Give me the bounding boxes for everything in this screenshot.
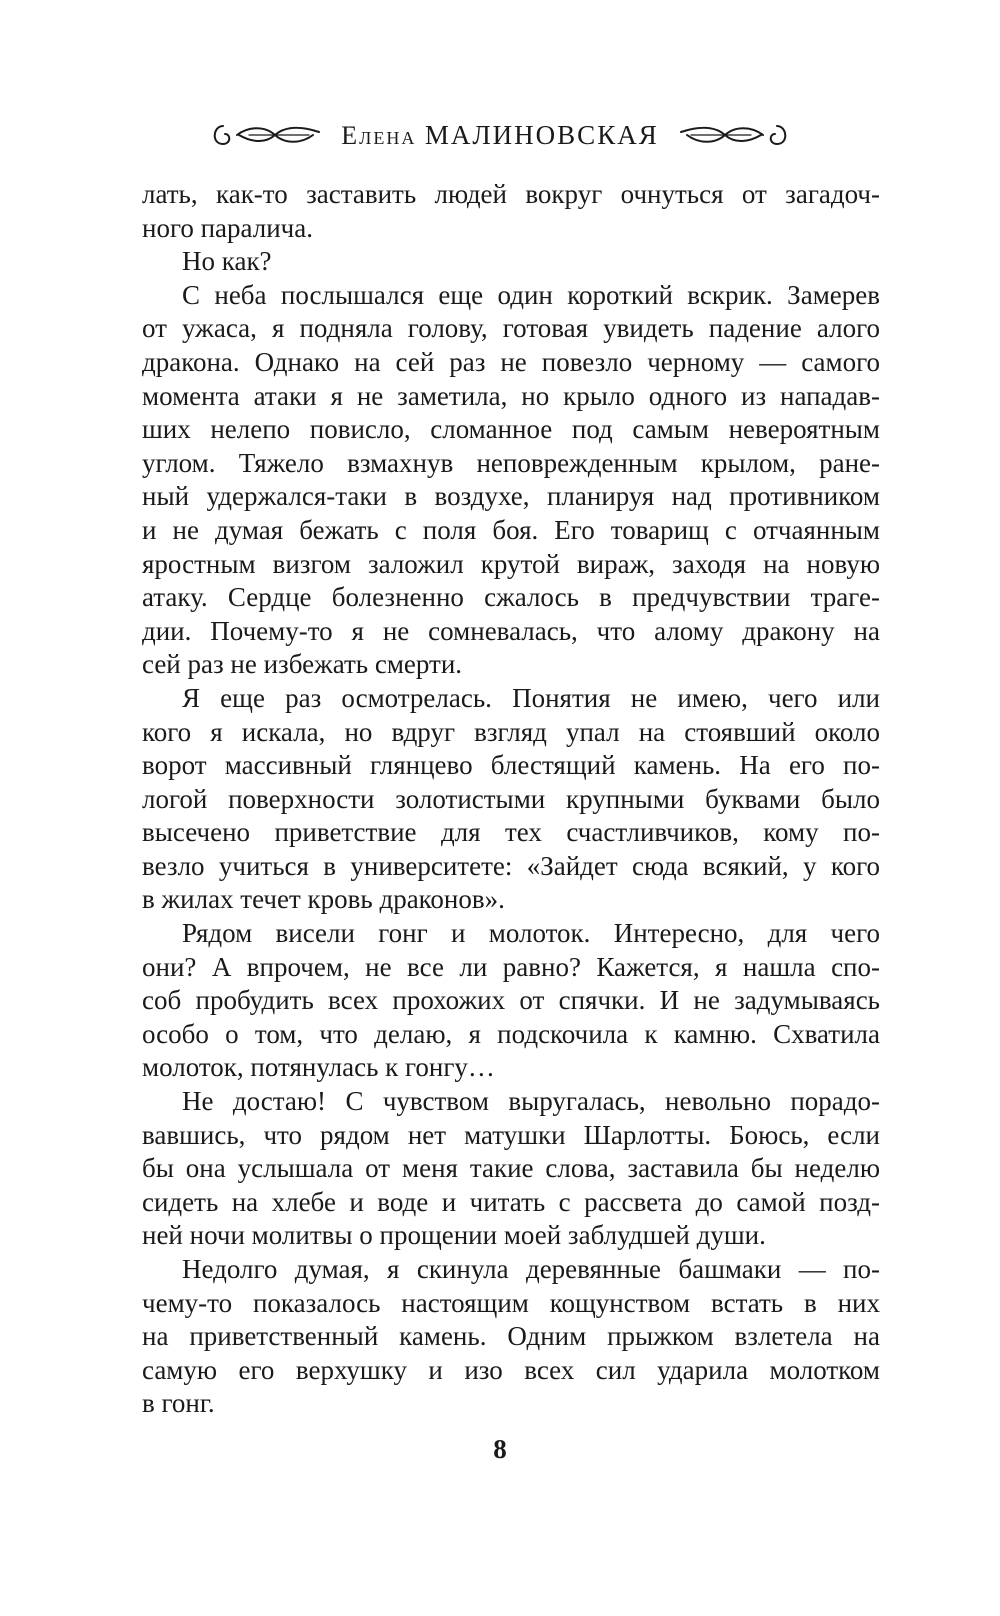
text-line: углом. Тяжело взмахнув неповрежденным крылом, ране- xyxy=(142,447,880,478)
text-line: чему-то показалось настоящим кощунством встать в них xyxy=(142,1287,880,1318)
text-line: в гонг. xyxy=(142,1388,215,1419)
text-line: вавшись, что рядом нет матушки Шарлотты. Боюсь, если xyxy=(142,1119,880,1150)
text-line: яростным визгом заложил крутой вираж, заходя на новую xyxy=(142,548,880,579)
text-line: высечено приветствие для тех счастливчиков, кому по- xyxy=(142,817,880,848)
text-line: ного паралича. xyxy=(142,212,313,243)
running-head-author xyxy=(341,120,658,151)
text-line: молоток, потянулась к гонгу… xyxy=(142,1052,495,1083)
text-line: кого я искала, но вдруг взгляд упал на стоявший около xyxy=(142,716,880,747)
text-line: особо о том, что делаю, я подскочила к камню. Схватила xyxy=(142,1018,880,1049)
text-line: момента атаки я не заметила, но крыло одного из нападав- xyxy=(142,380,880,411)
text-line: сей раз не избежать смерти. xyxy=(142,649,463,680)
text-line: лать, как-то заставить людей вокруг очнуться от загадоч- xyxy=(142,179,880,209)
text-line: соб пробудить всех прохожих от спячки. И не задумываясь xyxy=(142,985,880,1016)
text-line: на приветственный камень. Одним прыжком взлетела на xyxy=(142,1321,880,1352)
text-line: ный удержался-таки в воздухе, планируя над противником xyxy=(142,481,880,512)
text-line: Рядом висели гонг и молоток. Интересно, для чего xyxy=(182,918,880,949)
text-line: в жилах течет кровь драконов». xyxy=(142,884,505,915)
text-line: и не думая бежать с поля боя. Его товарищ с отчаянным xyxy=(142,514,880,545)
text-line: они? А впрочем, не все ли равно? Кажется, я нашла спо- xyxy=(142,951,880,982)
text-line: самую его верхушку и изо всех сил ударила молотком xyxy=(142,1354,880,1385)
running-header xyxy=(0,108,1000,162)
text-line: ших нелепо повисло, сломанное под самым невероятным xyxy=(142,414,880,445)
text-line: ворот массивный глянцево блестящий камень. На его по- xyxy=(142,750,880,781)
text-line: Недолго думая, я скинула деревянные башмаки — по- xyxy=(182,1254,880,1284)
text-line: Я еще раз осмотрелась. Понятия не имею, чего или xyxy=(182,682,880,713)
author-first-name: Елена xyxy=(341,120,417,150)
page-number: 8 xyxy=(493,1434,507,1464)
text-line: дракона. Однако на сей раз не повезло черному — самого xyxy=(142,346,880,377)
text-line: сидеть на хлебе и воде и читать с рассвета до самой позд- xyxy=(142,1186,880,1217)
text-line: атаку. Сердце болезненно сжалось в предчувствии траге- xyxy=(142,582,880,613)
text-line: логой поверхности золотистыми крупными буквами было xyxy=(142,783,880,814)
author-last-name: МАЛИНОВСКАЯ xyxy=(424,119,659,150)
text-line: ней ночи молитвы о прощении моей заблудшей души. xyxy=(142,1220,766,1251)
flourish-right-icon xyxy=(673,118,791,152)
text-line: С неба послышался еще один короткий вскрик. Замерев xyxy=(182,279,880,310)
body-text xyxy=(142,178,880,1421)
text-line: везло учиться в университете: «Зайдет сюда всякий, у кого xyxy=(142,850,880,881)
text-line: от ужаса, я подняла голову, готовая увидеть падение алого xyxy=(142,313,880,344)
text-line: бы она услышала от меня такие слова, заставила бы неделю xyxy=(142,1153,880,1184)
text-line: Не достаю! С чувством выругалась, невольно порадо- xyxy=(182,1086,880,1117)
flourish-left-icon xyxy=(209,118,327,152)
text-line: дии. Почему-то я не сомневалась, что алому дракону на xyxy=(142,615,880,646)
text-line: Но как? xyxy=(182,246,272,277)
